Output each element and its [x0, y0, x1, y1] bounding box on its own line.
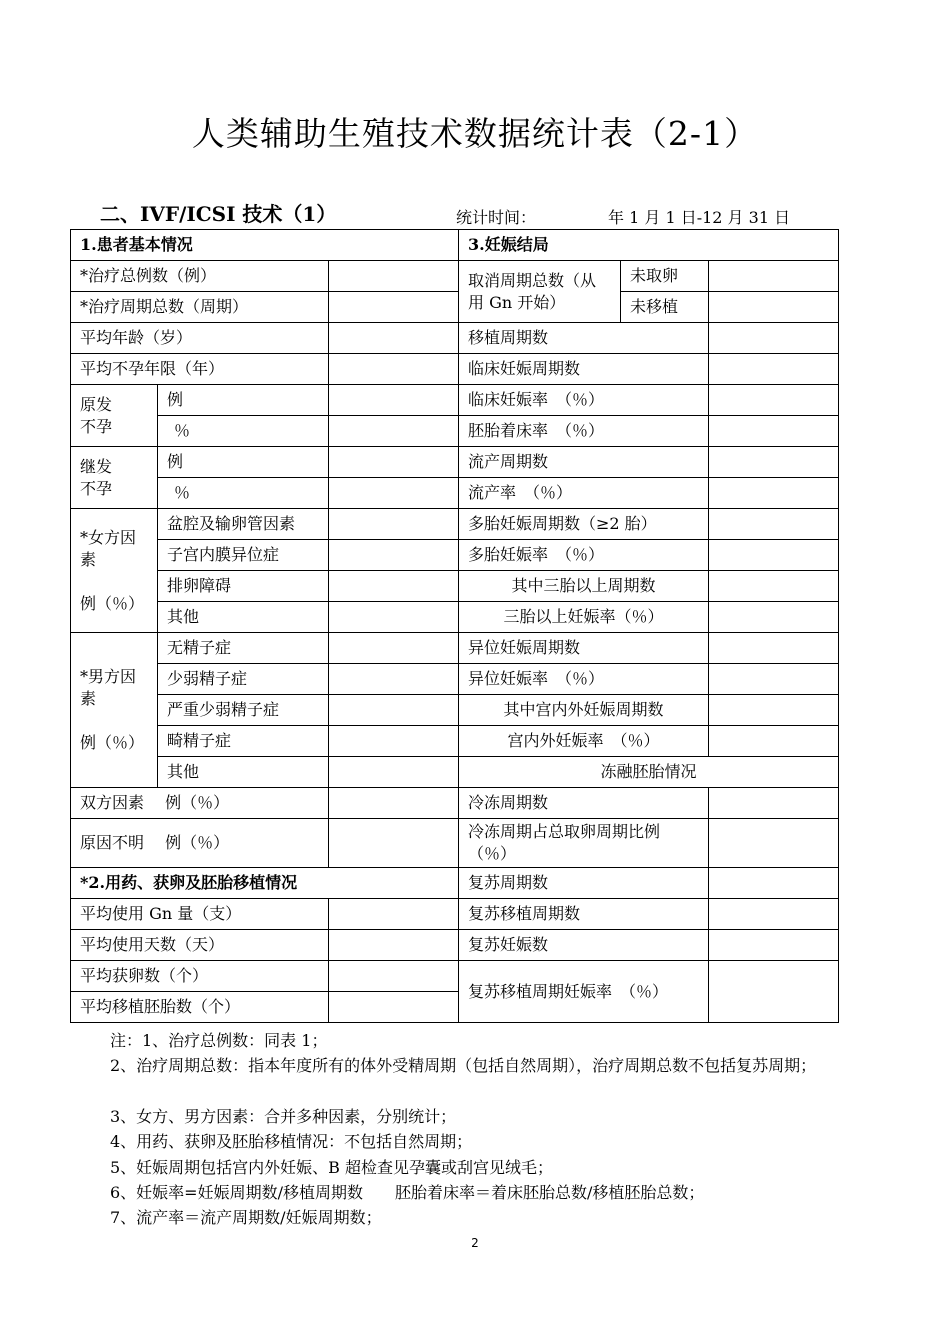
value-primary-cases[interactable]	[329, 385, 459, 416]
label-clinical-preg-cycles: 临床妊娠周期数	[459, 354, 709, 385]
label-unknown-cause: 原因不明 例（％）	[71, 819, 329, 868]
label-multiple-rate: 多胎妊娠率 （％）	[459, 540, 709, 571]
value-avg-age[interactable]	[329, 323, 459, 354]
section-subtitle: 二、IVF/ICSI 技术（1）	[100, 202, 337, 226]
label-male-item: 畸精子症	[158, 726, 329, 757]
value-secondary-cases[interactable]	[329, 447, 459, 478]
label-freeze-cycles: 冷冻周期数	[459, 788, 709, 819]
value-clinical-preg-rate[interactable]	[709, 385, 839, 416]
value-male-item[interactable]	[329, 695, 459, 726]
label-hetero-rate: 宫内外妊娠率 （％）	[459, 726, 709, 757]
label-avg-days: 平均使用天数（天）	[71, 930, 329, 961]
value-total-cases[interactable]	[329, 261, 459, 292]
label-avg-infertility: 平均不孕年限（年）	[71, 354, 329, 385]
section-pregnancy-outcome: 3.妊娠结局	[459, 230, 839, 261]
note-line: 4、用药、获卵及胚胎移植情况：不包括自然周期；	[110, 1132, 473, 1151]
value-thaw-transfer-cycles[interactable]	[709, 899, 839, 930]
label-primary-percent: ％	[158, 416, 329, 447]
label-thaw-preg: 复苏妊娠数	[459, 930, 709, 961]
page-number: 2	[471, 1236, 479, 1250]
value-primary-percent[interactable]	[329, 416, 459, 447]
label-female-item: 盆腔及输卵管因素	[158, 509, 329, 540]
label-total-cycles: *治疗周期总数（周期）	[71, 292, 329, 323]
label-avg-embryos: 平均移植胚胎数（个）	[71, 992, 329, 1023]
value-ectopic-cycles[interactable]	[709, 633, 839, 664]
section-medication: *2.用药、获卵及胚胎移植情况	[71, 868, 459, 899]
value-total-cycles[interactable]	[329, 292, 459, 323]
label-cancel-cycles: 取消周期总数（从用 Gn 开始）	[459, 261, 621, 323]
label-hetero-cycles: 其中宫内外妊娠周期数	[459, 695, 709, 726]
label-male-item: 少弱精子症	[158, 664, 329, 695]
note-line: 5、妊娠周期包括宫内外妊娠、B 超检查见孕囊或刮宫见绒毛；	[110, 1158, 554, 1177]
label-implant-rate: 胚胎着床率 （％）	[459, 416, 709, 447]
note-line: 3、女方、男方因素：合并多种因素，分别统计；	[110, 1107, 457, 1126]
label-miscarriage-rate: 流产率 （％）	[459, 478, 709, 509]
value-thaw-cycles[interactable]	[709, 868, 839, 899]
label-male-item: 无精子症	[158, 633, 329, 664]
value-transfer-cycles[interactable]	[709, 323, 839, 354]
value-no-transfer[interactable]	[709, 292, 839, 323]
value-hetero-cycles[interactable]	[709, 695, 839, 726]
value-freeze-cycles[interactable]	[709, 788, 839, 819]
value-miscarriage-cycles[interactable]	[709, 447, 839, 478]
page-title: 人类辅助生殖技术数据统计表（2-1）	[191, 114, 759, 153]
value-avg-eggs[interactable]	[329, 961, 459, 992]
value-avg-embryos[interactable]	[329, 992, 459, 1023]
value-unknown-cause[interactable]	[329, 819, 459, 868]
value-female-item[interactable]	[329, 540, 459, 571]
value-male-item[interactable]	[329, 664, 459, 695]
note-line: 注：1、治疗总例数：同表 1；	[110, 1031, 328, 1050]
value-avg-infertility[interactable]	[329, 354, 459, 385]
stat-time-value: 年 1 月 1 日-12 月 31 日	[608, 208, 791, 227]
label-female-item: 其他	[158, 602, 329, 633]
value-hetero-rate[interactable]	[709, 726, 839, 757]
value-freeze-ratio[interactable]	[709, 819, 839, 868]
label-primary-cases: 例	[158, 385, 329, 416]
label-miscarriage-cycles: 流产周期数	[459, 447, 709, 478]
value-clinical-preg-cycles[interactable]	[709, 354, 839, 385]
value-multiple-rate[interactable]	[709, 540, 839, 571]
label-thaw-transfer-cycles: 复苏移植周期数	[459, 899, 709, 930]
value-female-item[interactable]	[329, 571, 459, 602]
value-miscarriage-rate[interactable]	[709, 478, 839, 509]
label-male-item: 其他	[158, 757, 329, 788]
label-triplet-cycles: 其中三胎以上周期数	[459, 571, 709, 602]
label-ectopic-rate: 异位妊娠率 （％）	[459, 664, 709, 695]
value-both-factors[interactable]	[329, 788, 459, 819]
label-no-transfer: 未移植	[621, 292, 709, 323]
label-secondary-infertility: 继发 不孕	[71, 447, 158, 509]
label-female-factor: *女方因素 例（％）	[71, 509, 158, 633]
value-avg-days[interactable]	[329, 930, 459, 961]
note-line: 6、妊娠率=妊娠周期数/移植周期数 胚胎着床率＝着床胚胎总数/移植胚胎总数；	[110, 1183, 705, 1202]
label-female-item: 子宫内膜异位症	[158, 540, 329, 571]
value-female-item[interactable]	[329, 509, 459, 540]
stat-time-label: 统计时间：	[456, 208, 537, 227]
label-avg-gn: 平均使用 Gn 量（支）	[71, 899, 329, 930]
label-thaw-preg-rate: 复苏移植周期妊娠率 （％）	[459, 961, 709, 1023]
value-female-item[interactable]	[329, 602, 459, 633]
value-multiple-cycles[interactable]	[709, 509, 839, 540]
label-total-cases: *治疗总例数（例）	[71, 261, 329, 292]
label-freeze-ratio: 冷冻周期占总取卵周期比例（％）	[459, 819, 709, 868]
section-patient-info: 1.患者基本情况	[71, 230, 459, 261]
label-male-factor: *男方因素 例（％）	[71, 633, 158, 788]
label-secondary-cases: 例	[158, 447, 329, 478]
value-male-item[interactable]	[329, 633, 459, 664]
statistics-table	[70, 229, 839, 1023]
label-female-item: 排卵障碍	[158, 571, 329, 602]
label-ectopic-cycles: 异位妊娠周期数	[459, 633, 709, 664]
value-no-retrieval[interactable]	[709, 261, 839, 292]
label-both-factors: 双方因素 例（％）	[71, 788, 329, 819]
label-secondary-percent: ％	[158, 478, 329, 509]
label-avg-eggs: 平均获卵数（个）	[71, 961, 329, 992]
label-thaw-cycles: 复苏周期数	[459, 868, 709, 899]
value-secondary-percent[interactable]	[329, 478, 459, 509]
label-transfer-cycles: 移植周期数	[459, 323, 709, 354]
value-male-item[interactable]	[329, 757, 459, 788]
label-avg-age: 平均年龄（岁）	[71, 323, 329, 354]
value-ectopic-rate[interactable]	[709, 664, 839, 695]
label-no-retrieval: 未取卵	[621, 261, 709, 292]
value-triplet-rate[interactable]	[709, 602, 839, 633]
label-triplet-rate: 三胎以上妊娠率（％）	[459, 602, 709, 633]
label-clinical-preg-rate: 临床妊娠率 （％）	[459, 385, 709, 416]
frozen-embryo-heading: 冻融胚胎情况	[459, 757, 839, 788]
note-line: 7、流产率＝流产周期数/妊娠周期数；	[110, 1208, 382, 1227]
value-implant-rate[interactable]	[709, 416, 839, 447]
value-thaw-preg-rate[interactable]	[709, 961, 839, 1023]
value-thaw-preg[interactable]	[709, 930, 839, 961]
label-primary-infertility: 原发 不孕	[71, 385, 158, 447]
value-triplet-cycles[interactable]	[709, 571, 839, 602]
label-male-item: 严重少弱精子症	[158, 695, 329, 726]
value-avg-gn[interactable]	[329, 899, 459, 930]
value-male-item[interactable]	[329, 726, 459, 757]
note-line: 2、治疗周期总数：指本年度所有的体外受精周期（包括自然周期），治疗周期总数不包括复苏周期；	[110, 1056, 817, 1075]
label-multiple-cycles: 多胎妊娠周期数（≥2 胎）	[459, 509, 709, 540]
